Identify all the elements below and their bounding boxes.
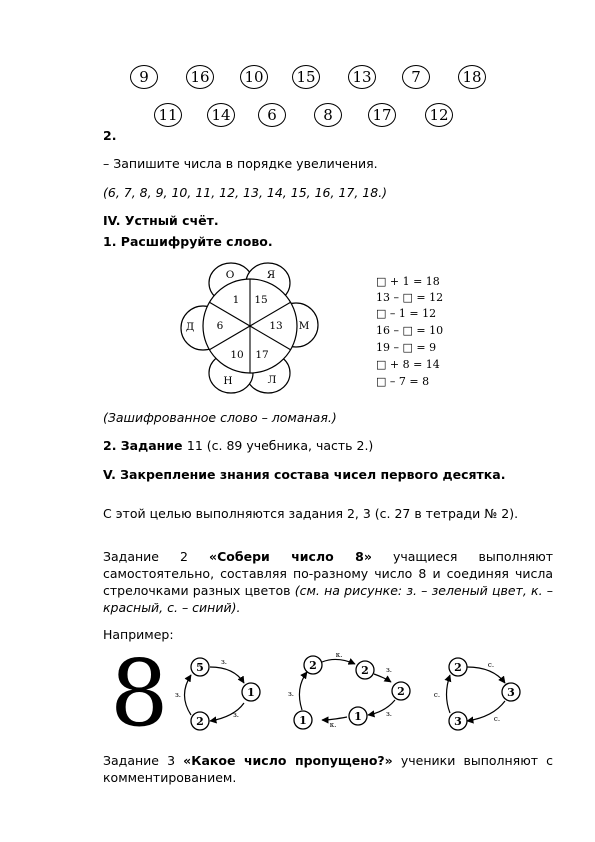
graph-node: 2	[309, 659, 317, 672]
sector-number: 17	[255, 349, 269, 361]
edge-label: з.	[385, 666, 393, 674]
petal-letter: Л	[267, 374, 277, 386]
number-graph-2	[285, 650, 415, 735]
task-collect-paragraph	[103, 548, 553, 616]
graph-node: 2	[361, 664, 369, 677]
graph-node: 2	[397, 685, 405, 698]
equation: □ – 7 = 8	[376, 375, 430, 388]
purpose-text: С этой целью выполняются задания 2, 3 (с. 27 в тетради № 2).	[103, 506, 519, 521]
number-oval: 17	[368, 103, 396, 127]
equation: □ – 1 = 12	[376, 307, 437, 320]
equation: □ + 8 = 14	[376, 358, 440, 371]
edge-label: з.	[174, 691, 182, 699]
task-missing-title: «Какое число пропущено?»	[183, 753, 393, 768]
decode-heading: 1. Расшифруйте слово.	[103, 234, 273, 249]
sector-number: 15	[254, 294, 268, 306]
task-missing-paragraph	[103, 752, 553, 786]
number-oval: 8	[314, 103, 342, 127]
edge-label: с.	[433, 691, 441, 699]
sector-number: 6	[216, 320, 224, 332]
graph-node: 3	[454, 715, 462, 728]
task-missing-text: ученики выполняют с комментированием.	[103, 753, 553, 785]
number-oval: 18	[458, 65, 486, 89]
edge-label: к.	[335, 651, 343, 659]
equation: 13 – □ = 12	[376, 291, 444, 304]
graph-node: 1	[299, 714, 307, 727]
flower-cipher-diagram	[178, 258, 328, 398]
sector-number: 10	[230, 349, 244, 361]
edge-label: з.	[287, 690, 295, 698]
edge-label: с.	[487, 661, 495, 669]
petal-letter: Я	[266, 269, 276, 281]
edge-label: с.	[493, 715, 501, 723]
equation: 19 – □ = 9	[376, 341, 437, 354]
equation: 16 – □ = 10	[376, 324, 444, 337]
number-oval: 15	[292, 65, 320, 89]
section-5-heading: V. Закрепление знания состава чисел первого десятка.	[103, 467, 506, 482]
equation: □ + 1 = 18	[376, 275, 440, 288]
sector-number: 1	[232, 294, 240, 306]
task-collect-prefix: Задание 2	[103, 549, 210, 564]
edge-label: з.	[232, 711, 240, 719]
number-oval: 7	[402, 65, 430, 89]
big-number-eight: 8	[110, 640, 169, 747]
ordered-numbers: (6, 7, 8, 9, 10, 11, 12, 13, 14, 15, 16, 17, 18.)	[103, 185, 388, 200]
task-write-numbers: – Запишите числа в порядке увеличения.	[103, 156, 378, 171]
task-missing-prefix: Задание 3	[103, 753, 184, 768]
petal-letter: Д	[185, 321, 195, 333]
number-oval: 13	[348, 65, 376, 89]
graph-node: 2	[454, 661, 462, 674]
task-collect-title: «Собери число 8»	[209, 549, 372, 564]
sector-number: 13	[269, 320, 283, 332]
task-2-rest: 11 (с. 89 учебника, часть 2.)	[186, 438, 374, 453]
number-oval: 14	[207, 103, 235, 127]
encrypted-word-note: (Зашифрованное слово – ломаная.)	[103, 410, 337, 425]
edge-label: к.	[329, 721, 337, 729]
edge-label: з.	[385, 710, 393, 718]
task-collect-color-note: (см. на рисунке: з. – зеленый цвет, к. – красный, с. – синий).	[103, 583, 554, 615]
graph-node: 1	[354, 710, 362, 723]
graph-node: 1	[247, 686, 255, 699]
task-2-line	[103, 437, 373, 454]
petal-letter: М	[298, 320, 310, 332]
number-graph-3	[425, 657, 535, 737]
number-oval: 16	[186, 65, 214, 89]
graph-node: 5	[196, 661, 204, 674]
edge-label: з.	[220, 658, 228, 666]
task-collect-text: учащиеся выполняют самостоятельно, составляя по-разному число 8 и соединяя числа стрелочками разных цветов	[103, 549, 553, 598]
example-label: Например:	[103, 627, 174, 642]
number-graph-1	[172, 655, 272, 745]
petal-letter: Н	[223, 375, 233, 387]
number-oval: 6	[258, 103, 286, 127]
petal-letter: О	[225, 269, 235, 281]
number-oval: 9	[130, 65, 158, 89]
number-oval: 11	[154, 103, 182, 127]
graph-node: 3	[507, 686, 515, 699]
section-4-heading: IV. Устный счёт.	[103, 213, 219, 228]
number-oval: 12	[425, 103, 453, 127]
graph-node: 2	[196, 715, 204, 728]
section-2-heading: 2.	[103, 128, 117, 143]
number-oval: 10	[240, 65, 268, 89]
task-2-label: 2. Задание	[103, 438, 187, 453]
